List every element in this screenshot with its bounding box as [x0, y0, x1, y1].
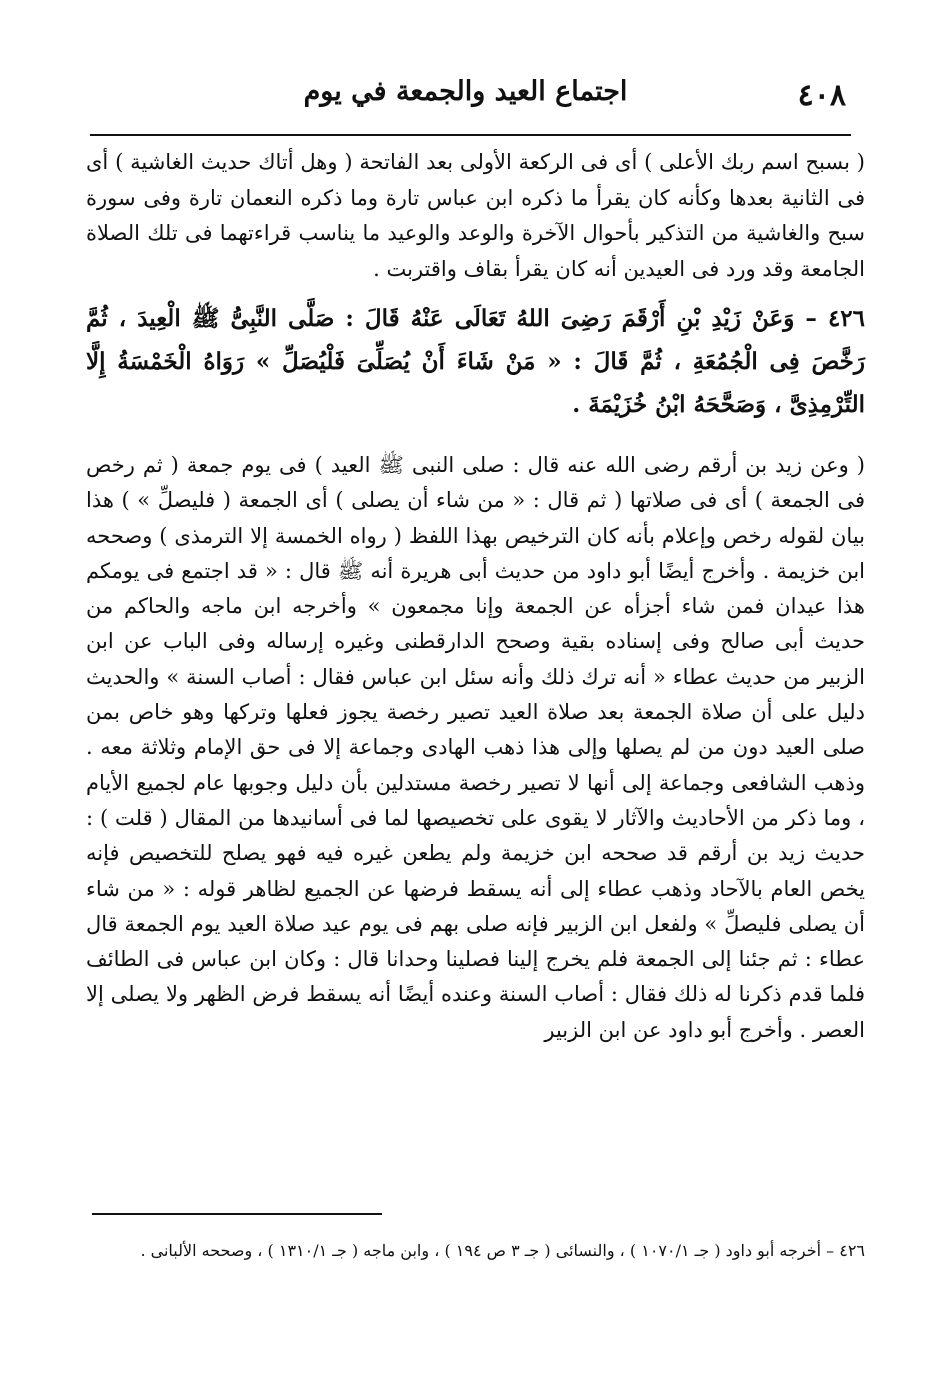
- hadith-426: ٤٢٦ – وَعَنْ زَيْدِ بْنِ أَرْقَمَ رَضِىَ اللهُ تَعَالَى عَنْهُ قَالَ : صَلَّى النَّبِىُّ ﷺ الْعِيدَ ، ثُمَّ رَخَّصَ فِى الْجُمُعَةِ ، ثُمَّ قَالَ : « مَنْ شَاءَ أَنْ يُصَلِّىَ فَلْيُصَلِّ » رَوَاهُ الْخَمْسَةُ إِلَّا التِّرْمِذِىَّ ، وَصَحَّحَهُ ابْنُ خُزَيْمَةَ .: [86, 305, 865, 418]
- main-text: [86, 145, 865, 1048]
- header-rule: [90, 134, 851, 136]
- page-header: [85, 70, 846, 120]
- footnote-rule: [92, 1213, 382, 1215]
- page-number: ٤٠٨: [797, 78, 846, 113]
- footnote: ٤٢٦ – أخرجه أبو داود ( جـ ١٠٧٠/١ ) ، والنسائى ( جـ ٣ ص ١٩٤ ) ، وابن ماجه ( جـ ١٣١٠/١ ) ، وصححه الألبانى .: [140, 1241, 865, 1260]
- commentary-paragraph-1: ( بسبح اسم ربك الأعلى ) أى فى الركعة الأولى بعد الفاتحة ( وهل أتاك حديث الغاشية ) أى فى الثانية بعدها وكأنه كان يقرأ ما ذكره ابن عباس تارة وما ذكره النعمان تارة وفى سورة سبح والغاشية من التذكير بأحوال الآخرة والوعد والوعيد ما يناسب قراءتهما فى تلك الصلاة الجامعة وقد ورد فى العيدين أنه كان يقرأ بقاف واقتربت .: [86, 150, 865, 281]
- running-title: اجتماع العيد والجمعة في يوم: [303, 76, 628, 107]
- commentary-paragraph-2: ( وعن زيد بن أرقم رضى الله عنه قال : صلى النبى ﷺ العيد ) فى يوم جمعة ( ثم رخص فى الجمعة ) أى فى صلاتها ( ثم قال : « من شاء أن يصلى ) أى الجمعة ( فليصلِّ » ) هذا بيان لقوله رخص وإعلام بأنه كان الترخيص بهذا اللفظ ( رواه الخمسة إلا الترمذى ) وصححه ابن خزيمة . وأخرج أيضًا أبو داود من حديث أبى هريرة أنه ﷺ قال : « قد اجتمع فى يومكم هذا عيدان فمن شاء أجزأه عن الجمعة وإنا مجمعون » وأخرجه ابن ماجه والحاكم من حديث أبى صالح وفى إسناده بقية وصحح الدارقطنى وغيره إرساله وفى الباب عن ابن الزبير من حديث عطاء « أنه ترك ذلك وأنه سئل ابن عباس فقال : أصاب السنة » والحديث دليل على أن صلاة الجمعة بعد صلاة العيد تصير رخصة يجوز فعلها وتركها وهو خاص بمن صلى العيد دون من لم يصلها وإلى هذا ذهب الهادى وجماعة إلا فى حق الإمام وثلاثة معه . وذهب الشافعى وجماعة إلى أنها لا تصير رخصة مستدلين بأن دليل وجوبها عام لجميع الأيام ، وما ذكر من الأحاديث والآثار لا يقوى على تخصيصها لما فى أسانيدها من المقال ( قلت ) : حديث زيد بن أرقم قد صححه ابن خزيمة ولم يطعن غيره فيه فهو يصلح للتخصيص فإنه يخص العام بالآحاد وذهب عطاء إلى أنه يسقط فرضها عن الجميع لظاهر قوله : « من شاء أن يصلى فليصلِّ » ولفعل ابن الزبير فإنه صلى بهم فى يوم عيد صلاة العيد يوم الجمعة قال عطاء : ثم جئنا إلى الجمعة فلم يخرج إلينا فصلينا وحدانا قال : وكان ابن عباس فى الطائف فلما قدم ذكرنا له ذلك فقال : أصاب السنة وعنده أيضًا أنه يسقط فرض الظهر ولا يصلى إلا العصر . وأخرج أبو داود عن ابن الزبير: [86, 453, 865, 1042]
